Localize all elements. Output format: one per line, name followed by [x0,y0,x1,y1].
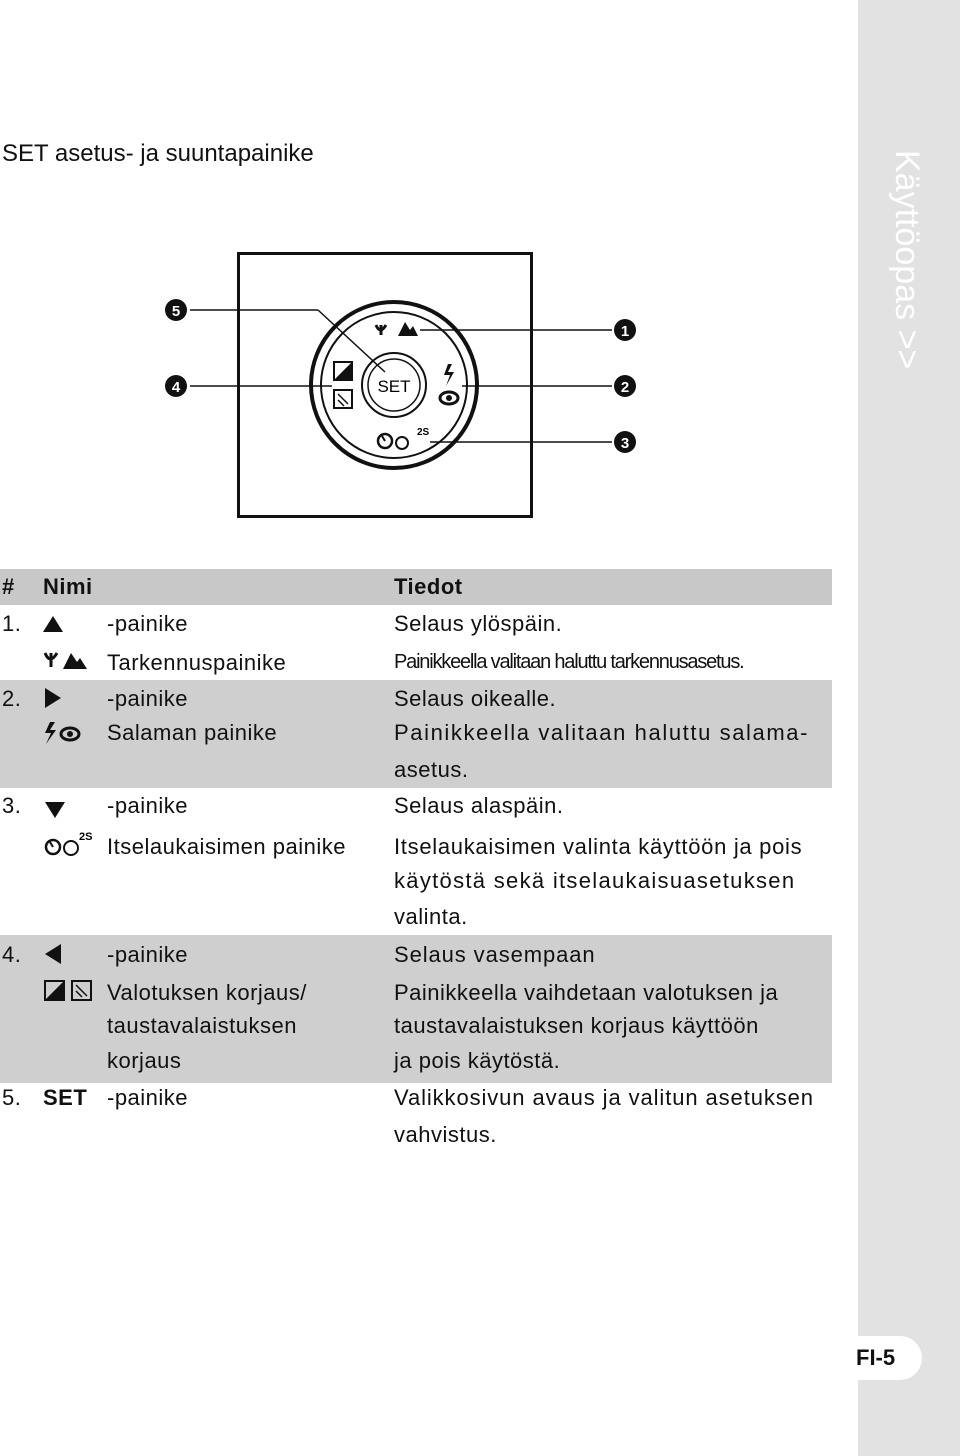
row1b-info: Painikkeella valitaan haluttu tarkennusasetus. [394,651,744,673]
svg-text:2S: 2S [79,831,93,843]
row2b-info-line1: Painikkeella valitaan haluttu salama- [394,720,810,745]
row2b-name: Salaman painike [107,720,278,745]
callout-4 [165,375,187,397]
row2-name: -painike [107,686,189,711]
row2-num: 2. [2,686,22,711]
row4b-name-line3: korjaus [107,1048,182,1073]
flash-redeye-icon [440,364,458,404]
row1b-name: Tarkennuspainike [107,650,287,675]
row4b-info-line3: ja pois käytöstä. [394,1048,561,1073]
header-num: # [2,574,15,599]
row3-info: Selaus alaspäin. [394,793,564,818]
page-number: FI-5 [856,1345,896,1370]
callout-1 [614,319,636,341]
exposure-backlight-icon [43,979,95,1003]
row3b-info-line2: käytöstä sekä itselaukaisuasetuksen [394,868,796,893]
up-arrow-icon [41,614,65,634]
down-arrow-icon [43,800,67,820]
row1-name: -painike [107,611,189,636]
row4-info: Selaus vasempaan [394,942,596,967]
row4-name: -painike [107,942,189,967]
svg-text:2: 2 [620,379,630,396]
sidebar-title: Käyttöopas >> [888,150,926,370]
callout-2 [614,375,636,397]
set-label: SET [377,377,411,396]
macro-landscape-icon [43,649,99,673]
row4b-info-line1: Painikkeella vaihdetaan valotuksen ja [394,980,779,1005]
row5-info-line1: Valikkosivun avaus ja valitun asetuksen [394,1085,814,1110]
self-timer-icon [378,427,430,449]
row5-num: 5. [2,1085,22,1110]
row4b-name-line2: taustavalaistuksen [107,1013,297,1038]
svg-text:5: 5 [171,303,181,320]
section-heading: SET asetus- ja suuntapainike [2,140,314,167]
macro-landscape-icon [376,322,418,336]
row3b-info-line3: valinta. [394,904,468,929]
header-info: Tiedot [394,574,463,599]
row3-num: 3. [2,793,22,818]
self-timer-icon [43,830,99,860]
callout-3 [614,431,636,453]
row1-num: 1. [2,611,22,636]
row1-info: Selaus ylöspäin. [394,611,563,636]
row2-info: Selaus oikealle. [394,686,557,711]
row3b-info-line1: Itselaukaisimen valinta käyttöön ja pois [394,834,803,859]
row4-num: 4. [2,942,22,967]
row5-info-line2: vahvistus. [394,1122,497,1147]
flash-redeye-icon [43,720,83,746]
exposure-backlight-icon [334,362,352,408]
row5-set-label: SET [43,1085,88,1110]
header-name: Nimi [43,574,93,599]
row4b-info-line2: taustavalaistuksen korjaus käyttöön [394,1013,759,1038]
twos-label: 2S [417,427,430,438]
row2b-info-line2: asetus. [394,757,469,782]
svg-text:4: 4 [171,379,181,396]
row3b-name: Itselaukaisimen painike [107,834,346,859]
right-arrow-icon [43,686,63,710]
row5-name: -painike [107,1085,189,1110]
row3-name: -painike [107,793,189,818]
callout-5 [165,299,187,321]
row4b-name-line1: Valotuksen korjaus/ [107,980,307,1005]
button-diagram [150,240,650,470]
svg-text:3: 3 [620,435,630,452]
left-arrow-icon [43,942,63,966]
svg-text:1: 1 [620,323,630,340]
